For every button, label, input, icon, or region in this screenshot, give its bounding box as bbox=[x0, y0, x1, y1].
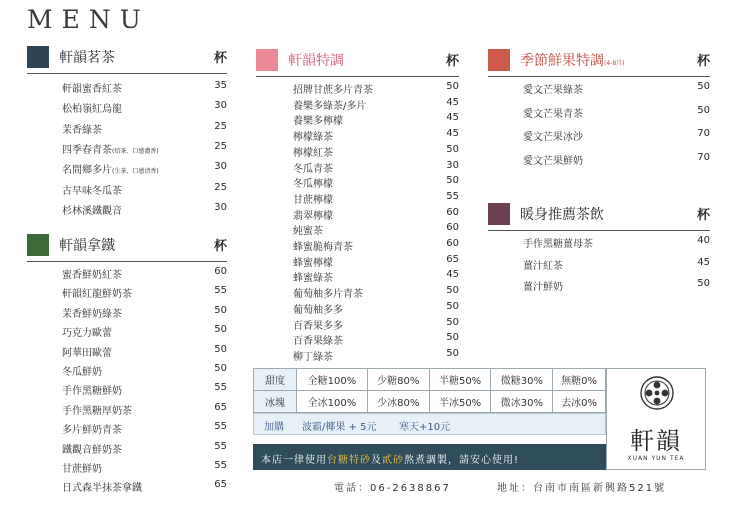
menu-item-name bbox=[293, 254, 333, 269]
menu-item-name bbox=[62, 141, 159, 156]
menu-item-price: 50 bbox=[214, 363, 227, 374]
menu-item-price: 55 bbox=[214, 421, 227, 433]
menu-item-price: 45 bbox=[446, 269, 459, 281]
menu-item-name bbox=[523, 257, 563, 272]
menu-item-name bbox=[62, 324, 112, 339]
menu-item-name bbox=[293, 160, 333, 175]
menu-item-label: 翡翠檸檬 bbox=[293, 210, 333, 222]
phone-number[interactable]: 06-2638867 bbox=[370, 483, 451, 494]
menu-item-price: 60 bbox=[446, 238, 459, 249]
menu-item-price: 70 bbox=[697, 128, 710, 139]
ice-choice[interactable]: 少冰80% bbox=[367, 391, 429, 413]
menu-item-name bbox=[62, 305, 122, 320]
menu-item-label: 葡萄柚多多 bbox=[293, 304, 343, 316]
menu-item-price: 25 bbox=[214, 140, 227, 152]
menu-item-label: 手作黑糖鮮奶 bbox=[62, 386, 122, 398]
menu-item-label: 愛文芒果青茶 bbox=[523, 108, 583, 120]
menu-item-note: (焙茶、口感濃香) bbox=[112, 147, 159, 155]
menu-item-price: 65 bbox=[214, 401, 227, 413]
menu-item-label: 多片鮮奶青茶 bbox=[62, 425, 122, 437]
menu-item-price: 45 bbox=[697, 256, 710, 268]
menu-item-label: 愛文芒果冰沙 bbox=[523, 132, 583, 143]
address-label: 地址： bbox=[497, 483, 533, 494]
menu-item-name bbox=[523, 105, 583, 120]
notice-banner bbox=[253, 444, 606, 470]
unit-label: 杯 bbox=[696, 54, 710, 69]
menu-item-label: 冬瓜鮮奶 bbox=[62, 367, 102, 378]
menu-item-name bbox=[62, 182, 122, 197]
menu-item-label: 甘蔗鮮奶 bbox=[62, 464, 102, 475]
menu-item-name bbox=[293, 317, 343, 332]
menu-item-price: 50 bbox=[446, 316, 459, 328]
brand-logo-icon bbox=[639, 375, 675, 411]
menu-item-name bbox=[293, 175, 333, 190]
menu-item-label: 愛文芒果綠茶 bbox=[523, 85, 583, 96]
menu-item-price: 60 bbox=[446, 222, 459, 234]
addon-option-boba[interactable]: 波霸/椰果 + 5元 bbox=[302, 422, 377, 433]
section-color-square bbox=[488, 49, 510, 71]
menu-item-label: 冬瓜檸檬 bbox=[293, 179, 333, 191]
menu-item-label: 鐵觀音鮮奶茶 bbox=[62, 444, 122, 456]
section-color-square bbox=[256, 49, 278, 71]
menu-item-name bbox=[293, 332, 343, 347]
menu-item-label: 蜂蜜綠茶 bbox=[293, 273, 333, 285]
sweetness-choice[interactable]: 全糖100% bbox=[297, 369, 368, 391]
menu-item-name bbox=[62, 421, 122, 436]
menu-item-price: 50 bbox=[446, 332, 459, 344]
menu-item-name bbox=[62, 121, 102, 136]
menu-item-name bbox=[62, 479, 142, 494]
menu-item-price: 70 bbox=[697, 151, 710, 163]
menu-title: MENU bbox=[27, 5, 150, 34]
notice-highlight2: 貳砂 bbox=[382, 455, 404, 466]
menu-item-price: 50 bbox=[446, 285, 459, 297]
menu-item-label: 松柏嶺紅烏龍 bbox=[62, 104, 122, 116]
menu-item-label: 巧克力歐蕾 bbox=[62, 328, 112, 340]
section-title-text: 季節鮮果特調 bbox=[520, 53, 604, 69]
menu-item-label: 純蜜茶 bbox=[293, 226, 323, 238]
sweetness-label: 甜度 bbox=[254, 369, 297, 391]
menu-item-name bbox=[293, 285, 363, 300]
brand-subtitle: XUAN YUN TEA bbox=[627, 455, 685, 462]
menu-item-price: 50 bbox=[214, 343, 227, 355]
menu-item-label: 養樂多檸檬 bbox=[293, 116, 343, 128]
menu-item-price: 60 bbox=[214, 266, 227, 277]
menu-item-label: 軒韻紅龍鮮奶茶 bbox=[62, 289, 132, 301]
brand-logo-box bbox=[606, 368, 706, 470]
menu-item-price: 45 bbox=[446, 96, 459, 108]
sweetness-choice[interactable]: 微糖30% bbox=[491, 369, 553, 391]
section-title: 軒韻特調 bbox=[288, 53, 344, 69]
notice-part2: 及 bbox=[371, 455, 382, 466]
divider bbox=[256, 76, 459, 77]
menu-item-label: 日式森半抹茶拿鐵 bbox=[62, 483, 142, 495]
menu-item-label: 蜜香鮮奶紅茶 bbox=[62, 270, 122, 281]
menu-item-price: 45 bbox=[446, 112, 459, 124]
section-header-warm bbox=[488, 203, 710, 227]
menu-item-name bbox=[293, 97, 366, 112]
menu-item-label: 薑汁鮮奶 bbox=[523, 282, 563, 294]
menu-item-name bbox=[62, 285, 132, 300]
section-title: 暖身推薦茶飲 bbox=[520, 207, 604, 223]
addon-bar bbox=[253, 413, 606, 435]
menu-item-label: 柳丁綠茶 bbox=[293, 351, 333, 363]
menu-item-price: 60 bbox=[446, 206, 459, 218]
menu-item-price: 65 bbox=[446, 253, 459, 265]
menu-item-name bbox=[293, 128, 333, 143]
menu-item-name bbox=[293, 112, 343, 127]
menu-item-name bbox=[293, 238, 353, 253]
ice-choice[interactable]: 微冰30% bbox=[491, 391, 553, 413]
menu-item-price: 30 bbox=[214, 100, 227, 112]
menu-item-name bbox=[523, 235, 593, 250]
menu-item-name bbox=[293, 144, 333, 159]
menu-item-label: 手作黑糖薑母茶 bbox=[523, 239, 593, 250]
divider bbox=[488, 230, 710, 231]
options-table bbox=[253, 368, 606, 413]
menu-item-price: 50 bbox=[214, 324, 227, 336]
menu-item-label: 薑汁紅茶 bbox=[523, 260, 563, 272]
menu-item-price: 55 bbox=[214, 382, 227, 394]
menu-item-price: 55 bbox=[214, 460, 227, 471]
menu-item-label: 葡萄柚多片青茶 bbox=[293, 289, 363, 301]
menu-item-price: 50 bbox=[697, 104, 710, 116]
notice-highlight1: 台糖特砂 bbox=[327, 455, 371, 466]
menu-item-price: 30 bbox=[214, 161, 227, 173]
menu-item-price: 50 bbox=[446, 143, 459, 155]
address-text: 台南市南區新興路521號 bbox=[533, 483, 667, 494]
menu-item-label: 檸檬綠茶 bbox=[293, 132, 333, 144]
menu-item-note: (生茶、口感清香) bbox=[112, 168, 159, 176]
menu-item-price: 50 bbox=[446, 300, 459, 312]
addon-label: 加購 bbox=[264, 422, 284, 433]
phone-label: 電話： bbox=[334, 483, 370, 494]
unit-label: 杯 bbox=[213, 51, 227, 66]
sweetness-choice[interactable]: 無糖0% bbox=[553, 369, 606, 391]
sweetness-choice[interactable]: 半糖50% bbox=[429, 369, 491, 391]
menu-item-label: 阿華田歐蕾 bbox=[62, 347, 112, 359]
menu-item-label: 杉林溪鐵觀音 bbox=[62, 205, 122, 217]
divider bbox=[27, 261, 227, 262]
menu-item-name bbox=[62, 202, 122, 217]
section-title: 軒韻拿鐵 bbox=[59, 238, 115, 254]
addon-option-agar[interactable]: 寒天+10元 bbox=[399, 422, 451, 433]
section-header-tea bbox=[27, 46, 227, 70]
menu-item-price: 25 bbox=[214, 181, 227, 193]
menu-item-price: 50 bbox=[446, 175, 459, 187]
menu-item-label: 愛文芒果鮮奶 bbox=[523, 155, 583, 167]
section-title bbox=[520, 50, 624, 70]
menu-item-price: 55 bbox=[446, 190, 459, 202]
menu-item-name bbox=[62, 363, 102, 378]
menu-item-label: 甘蔗檸檬 bbox=[293, 194, 333, 206]
section-color-square bbox=[27, 46, 49, 68]
menu-item-label: 檸檬紅茶 bbox=[293, 147, 333, 159]
menu-item-label: 名間鄉多片 bbox=[62, 165, 112, 177]
sweetness-row bbox=[254, 369, 606, 391]
menu-item-price: 50 bbox=[446, 81, 459, 92]
menu-item-name bbox=[293, 81, 373, 96]
menu-item-name bbox=[62, 460, 102, 475]
menu-item-price: 65 bbox=[214, 479, 227, 491]
footer-address bbox=[497, 479, 666, 494]
menu-item-name bbox=[523, 81, 583, 96]
menu-item-price: 50 bbox=[697, 81, 710, 92]
ice-choice[interactable]: 全冰100% bbox=[297, 391, 368, 413]
menu-item-name bbox=[62, 441, 122, 456]
menu-item-price: 55 bbox=[214, 440, 227, 452]
menu-item-name bbox=[62, 344, 112, 359]
section-header-latte bbox=[27, 234, 227, 258]
unit-label: 杯 bbox=[213, 239, 227, 254]
menu-item-label: 百香果多多 bbox=[293, 320, 343, 332]
section-header-specials bbox=[256, 49, 459, 73]
divider bbox=[488, 76, 710, 77]
menu-item-label: 軒韻蜜香紅茶 bbox=[62, 84, 122, 95]
menu-item-label: 茉香綠茶 bbox=[62, 124, 102, 136]
brand-name: 軒韻 bbox=[630, 427, 682, 455]
menu-item-name bbox=[62, 161, 159, 176]
unit-label: 杯 bbox=[696, 208, 710, 223]
menu-item-name bbox=[293, 207, 333, 222]
ice-choice[interactable]: 半冰50% bbox=[429, 391, 491, 413]
menu-item-label: 古早味冬瓜茶 bbox=[62, 185, 122, 197]
menu-item-name bbox=[293, 301, 343, 316]
menu-item-name bbox=[523, 152, 583, 167]
ice-label: 冰塊 bbox=[254, 391, 297, 413]
menu-item-name bbox=[62, 80, 122, 95]
menu-item-label: 茉香鮮奶綠茶 bbox=[62, 308, 122, 320]
menu-item-name bbox=[523, 278, 563, 293]
divider bbox=[27, 73, 227, 74]
unit-label: 杯 bbox=[445, 54, 459, 69]
menu-item-label: 百香果綠茶 bbox=[293, 336, 343, 348]
menu-item-price: 45 bbox=[446, 128, 459, 140]
menu-item-label: 手作黑糖厚奶茶 bbox=[62, 405, 132, 417]
menu-item-label: 招牌甘蔗多片青茶 bbox=[293, 85, 373, 96]
menu-item-label: 冬瓜青茶 bbox=[293, 163, 333, 175]
menu-item-name bbox=[62, 382, 122, 397]
menu-item-name bbox=[293, 191, 333, 206]
menu-item-label: 蜂蜜檸檬 bbox=[293, 257, 333, 269]
notice-part3: 熬煮調製，請安心使用! bbox=[404, 455, 520, 466]
menu-item-name bbox=[62, 266, 122, 281]
menu-item-name bbox=[523, 128, 583, 143]
menu-item-label: 四季春青茶 bbox=[62, 144, 112, 156]
menu-item-name bbox=[293, 269, 333, 284]
menu-item-price: 50 bbox=[214, 304, 227, 316]
menu-item-label: 蜂蜜脆梅青茶 bbox=[293, 242, 353, 253]
ice-row bbox=[254, 391, 606, 413]
menu-item-price: 55 bbox=[214, 285, 227, 297]
notice-part1: 本店一律使用 bbox=[261, 455, 327, 466]
menu-item-name bbox=[293, 348, 333, 363]
menu-item-name bbox=[293, 222, 323, 237]
menu-item-price: 50 bbox=[697, 278, 710, 290]
menu-item-price: 30 bbox=[446, 159, 459, 171]
notice-text bbox=[261, 451, 519, 466]
menu-item-label: 養樂多綠茶/多片 bbox=[293, 100, 367, 112]
menu-item-price: 30 bbox=[214, 201, 227, 213]
menu-item-price: 50 bbox=[446, 347, 459, 359]
section-header-seasonal bbox=[488, 49, 710, 73]
menu-item-price: 25 bbox=[214, 120, 227, 132]
sweetness-choice[interactable]: 少糖80% bbox=[367, 369, 429, 391]
ice-choice[interactable]: 去冰0% bbox=[553, 391, 606, 413]
menu-item-name bbox=[62, 402, 132, 417]
section-color-square bbox=[488, 203, 510, 225]
footer-phone bbox=[334, 479, 451, 494]
section-color-square bbox=[27, 234, 49, 256]
section-title: 軒韻茗茶 bbox=[59, 50, 115, 66]
menu-item-name bbox=[62, 100, 122, 115]
menu-item-price: 35 bbox=[214, 80, 227, 91]
menu-item-price: 40 bbox=[697, 235, 710, 246]
season-note: (4-8月) bbox=[604, 60, 625, 67]
